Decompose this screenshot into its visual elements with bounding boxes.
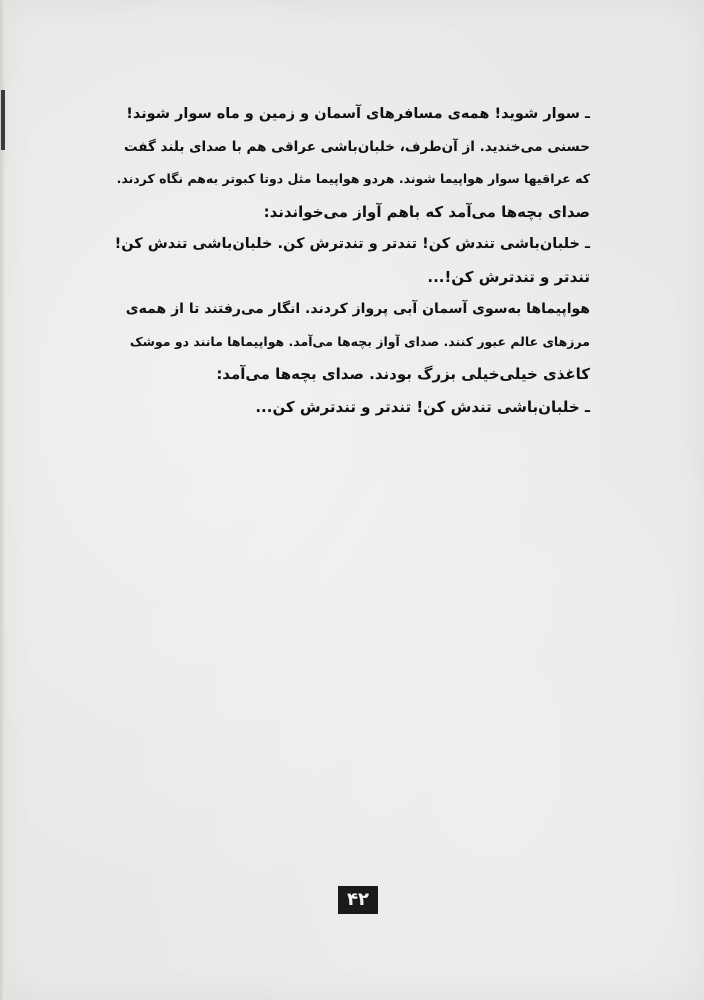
text-line-6: تندتر و تندترش کن!... [427,267,590,286]
text-line-8: مرزهای عالم عبور کنند. صدای آواز بچه‌ها می‌آمد. هواپیماها مانند دو موشک [129,333,590,349]
text-line-9: کاغذی خیلی‌خیلی بزرگ بودند. صدای بچه‌ها می‌آمد: [216,365,590,383]
page-binding-edge [0,0,6,1000]
text-line-2: حسنی می‌خندید. از آن‌طرف، خلبان‌باشی عراقی هم با صدای بلند گفت [124,138,590,155]
text-line-4: صدای بچه‌ها می‌آمد که باهم آواز می‌خواندند: [263,202,590,221]
text-line-10: ـ خلبان‌باشی تندش کن! تندتر و تندترش کن... [255,397,590,416]
page-number: ۴۲ [338,886,378,914]
text-line-7: هواپیماها به‌سوی آسمان آبی پرواز کردند. انگار می‌رفتند تا از همه‌ی [125,301,590,317]
text-line-5: ـ خلبان‌باشی تندش کن! تندتر و تندترش کن. خلبان‌باشی تندش کن! [114,236,590,252]
text-line-3: که عراقیها سوار هواپیما شوند. هردو هواپیما مثل دوتا کبوتر به‌هم نگاه کردند. [116,171,590,186]
binding-mark [1,90,5,150]
story-text [112,98,590,423]
text-line-1: ـ سوار شوید! همه‌ی مسافرهای آسمان و زمین و ماه سوار شوند! [126,106,590,122]
